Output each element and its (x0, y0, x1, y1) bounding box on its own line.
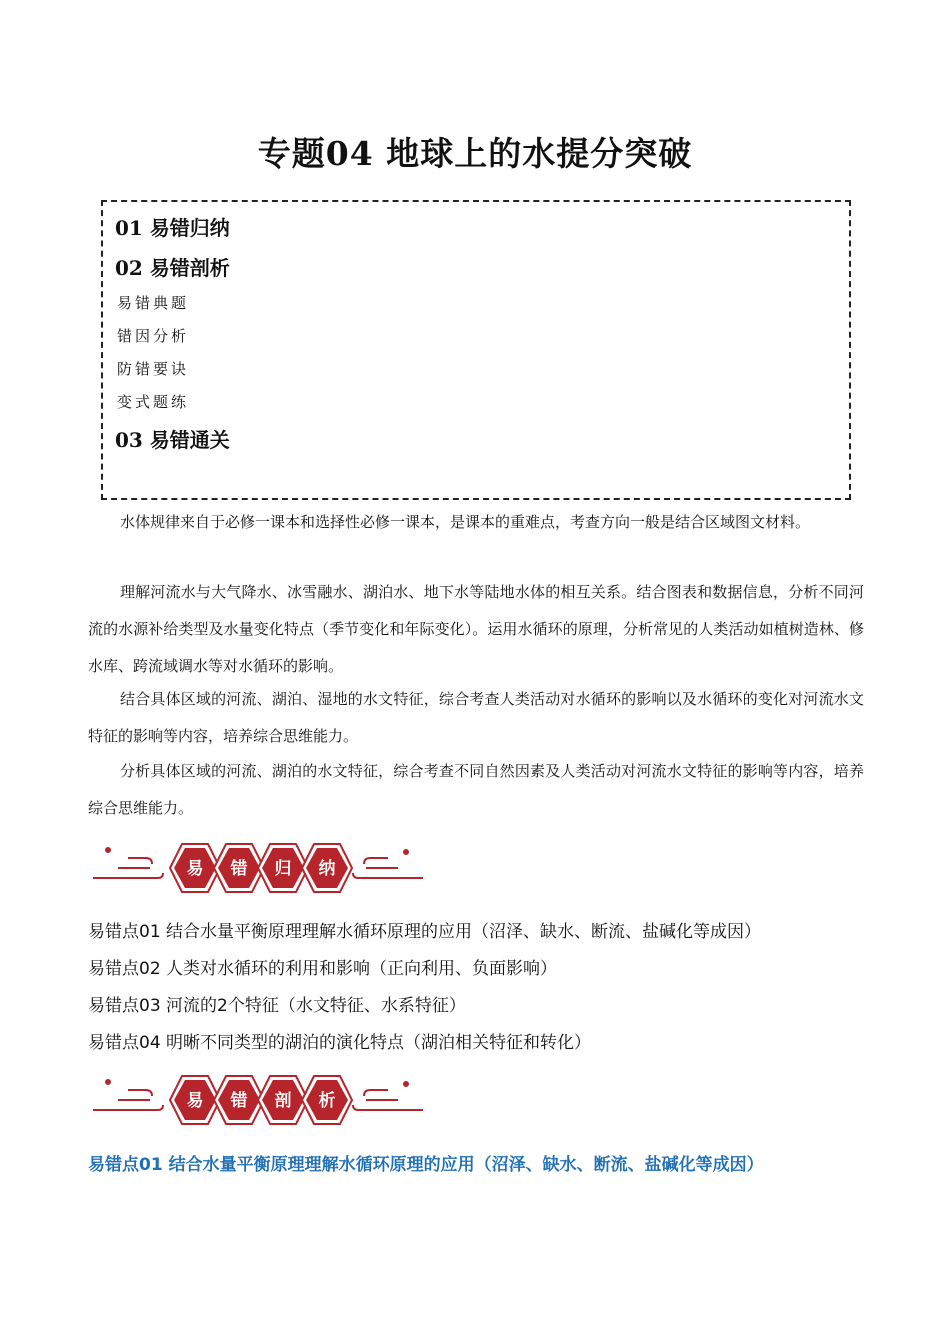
toc-sub-item[interactable]: 变式题练 (117, 393, 190, 411)
toc-heading-1[interactable]: 01 易错归纳 (115, 216, 230, 240)
banner-char: 错 (230, 1091, 248, 1111)
intro-paragraph: 结合具体区域的河流、湖泊、湿地的水文特征，综合考查人类活动对水循环的影响以及水循环的变化对河流水文特征的影响等内容，培养综合思维能力。 (88, 690, 864, 745)
banner-char: 剖 (274, 1091, 292, 1111)
toc-heading-3[interactable]: 03 易错通关 (115, 428, 230, 452)
intro-paragraph: 分析具体区域的河流、湖泊的水文特征，综合考查不同自然因素及人类活动对河流水文特征的影响等内容，培养综合思维能力。 (88, 762, 864, 817)
banner-deco-right (353, 850, 423, 878)
banner-char: 易 (186, 1091, 204, 1111)
page-title: 专题04 地球上的水提分突破 (257, 134, 693, 173)
banner-char: 错 (230, 859, 248, 879)
mistake-point-item: 易错点04 明晰不同类型的湖泊的演化特点（湖泊相关特征和转化） (88, 1033, 592, 1053)
mistake-point-item: 易错点01 结合水量平衡原理理解水循环原理的应用（沼泽、缺水、断流、盐碱化等成因） (88, 922, 762, 942)
banner-deco-left (93, 848, 163, 878)
banner-deco-right (353, 1082, 423, 1110)
intro-paragraph: 理解河流水与大气降水、冰雪融水、湖泊水、地下水等陆地水体的相互关系。结合图表和数据信息，分析不同河流的水源补给类型及水量变化特点（季节变化和年际变化）。运用水循环的原理，分析常见的人类活动如植树造林、修水库、跨流域调水等对水循环的影响。 (88, 583, 864, 675)
banner-char: 析 (318, 1091, 336, 1111)
section-banner-mistake-analysis (88, 1070, 428, 1130)
mistake-point-item: 易错点03 河流的2个特征（水文特征、水系特征） (88, 996, 466, 1016)
banner-deco-left (93, 1080, 163, 1110)
mistake-point-item: 易错点02 人类对水循环的利用和影响（正向利用、负面影响） (88, 959, 558, 979)
section-title: 易错点01 结合水量平衡原理理解水循环原理的应用（沼泽、缺水、断流、盐碱化等成因） (88, 1155, 764, 1175)
toc-sub-item[interactable]: 易错典题 (117, 294, 190, 312)
intro-paragraph: 水体规律来自于必修一课本和选择性必修一课本，是课本的重难点，考查方向一般是结合区域图文材料。 (120, 513, 811, 531)
banner-char: 易 (186, 859, 204, 879)
section-banner-mistake-summary (88, 838, 428, 898)
toc-heading-2[interactable]: 02 易错剖析 (115, 256, 230, 280)
toc-sub-item[interactable]: 防错要诀 (117, 360, 190, 378)
table-of-contents (101, 200, 851, 500)
banner-char: 归 (274, 859, 292, 879)
toc-sub-item[interactable]: 错因分析 (117, 327, 190, 345)
banner-char: 纳 (318, 859, 336, 879)
